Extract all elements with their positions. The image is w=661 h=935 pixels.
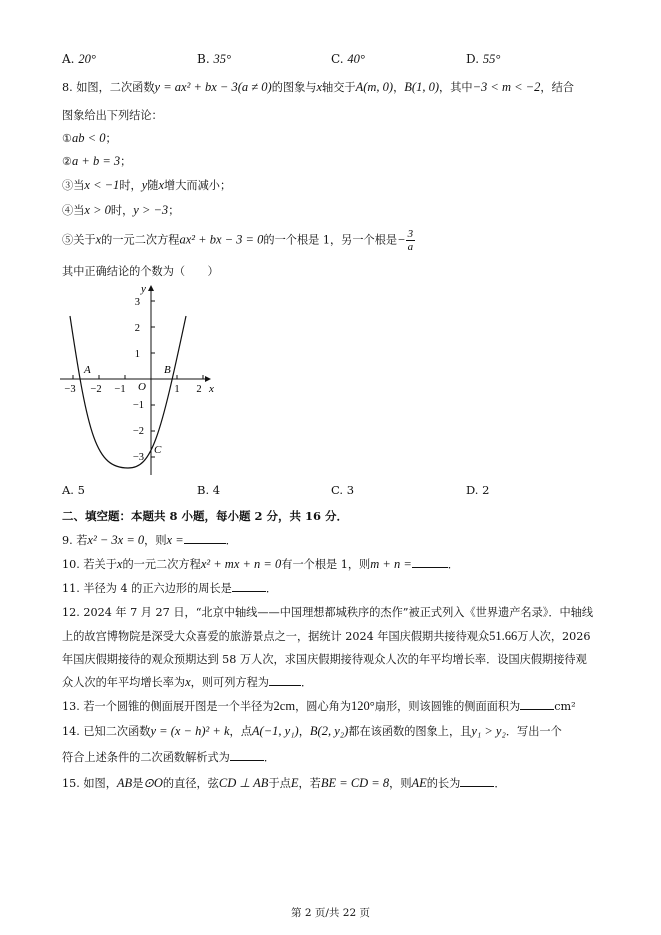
q9-answer-blank[interactable] xyxy=(184,542,226,544)
parabola-curve xyxy=(70,316,186,468)
q8-option-d: D. 2 xyxy=(466,483,490,497)
q12-line4: 众人次的年平均增长率为x，则可列方程为 ． xyxy=(62,675,313,689)
q7-option-d: D. 55° xyxy=(466,52,501,66)
q8-conclusion-1: ①ab < 0； xyxy=(62,131,117,145)
q12-line3: 年国庆假期接待的观众预期达到 58 万人次，求国庆假期接待观众人次的年平均增长率．设国庆假期接待观 xyxy=(62,653,587,666)
point-c-label: C xyxy=(154,444,162,456)
q12-line2: 上的故宫博物院是深受大众喜爱的旅游景点之一，据统计 2024 年国庆假期共接待观众51.66万人次，2026 xyxy=(62,629,591,643)
q8-conclusion-5: ⑤关于x的一元二次方程ax² + bx − 3 = 0的一个根是 1，另一个根是− $\frac{3}{a}$ xyxy=(62,228,414,253)
y-tick-neg3: −3 xyxy=(132,452,144,463)
q9: 9. 若x² − 3x = 0，则x = ． xyxy=(62,533,237,547)
q7-option-c: C. 40° xyxy=(331,52,365,66)
q14-line1: 14. 已知二次函数y = (x − h)² + k，点A(−1, y₁)，B(2, y₂)都在该函数的图象上，且y₁ > y₂．写出一个 xyxy=(62,724,562,738)
point-a-label: A xyxy=(84,364,91,376)
q8-conclusion-2: ②a + b = 3； xyxy=(62,154,132,168)
x-axis-label: x xyxy=(209,383,214,395)
page-footer: 第 2 页/共 22 页 xyxy=(291,907,370,919)
fraction-3-over-a: $\frac{3}{a}$ xyxy=(407,228,414,253)
q8-question: 其中正确结论的个数为（ ） xyxy=(62,265,219,278)
x-tick-1: 1 xyxy=(174,384,180,395)
q8-conclusion-3: ③当x < −1时，y随x增大而减小； xyxy=(62,178,232,192)
q10-answer-blank[interactable] xyxy=(412,566,448,568)
y-axis-label: y xyxy=(141,283,146,295)
q14-answer-blank[interactable] xyxy=(230,759,264,761)
q11: 11. 半径为 4 的正六边形的周长是 ． xyxy=(62,582,278,595)
y-tick-1: 1 xyxy=(134,349,140,360)
q7-option-a: A. 20° xyxy=(62,52,96,66)
section-2-heading: 二、填空题：本题共 8 小题，每小题 2 分，共 16 分． xyxy=(62,509,349,523)
q12-answer-blank[interactable] xyxy=(269,684,301,686)
q8-stem-line2: 图象给出下列结论： xyxy=(62,109,163,122)
q11-answer-blank[interactable] xyxy=(232,590,266,592)
x-tick-neg1: −1 xyxy=(114,384,126,395)
q8-conclusion-4: ④当x > 0时，y > −3； xyxy=(62,203,180,217)
q8-option-a: A. 5 xyxy=(62,483,85,497)
x-tick-2: 2 xyxy=(196,384,202,395)
q7-option-b: B. 35° xyxy=(197,52,231,66)
origin-label: O xyxy=(138,381,146,393)
x-tick-neg2: −2 xyxy=(90,384,102,395)
x-tick-neg3: −3 xyxy=(64,384,76,395)
q15: 15. 如图，AB是⊙O的直径，弦CD ⊥ AB于点E，若BE = CD = 8，则AE的长为 ． xyxy=(62,776,506,790)
point-b-label: B xyxy=(164,364,171,376)
parabola-graph xyxy=(56,280,226,480)
q13-answer-blank[interactable] xyxy=(520,708,554,710)
q8-stem-line1: 8. 如图，二次函数y = ax² + bx − 3(a ≠ 0)的图象与x轴交于A(m, 0)，B(1, 0)，其中−3 < m < −2，结合 xyxy=(62,80,574,94)
q10: 10. 若关于x的一元二次方程x² + mx + n = 0有一个根是 1，则m + n = ． xyxy=(62,557,459,571)
y-tick-neg2: −2 xyxy=(132,426,144,437)
y-tick-2: 2 xyxy=(134,323,140,334)
y-tick-neg1: −1 xyxy=(132,400,144,411)
q8-option-b: B. 4 xyxy=(197,483,221,497)
q12-line1: 12. 2024 年 7 月 27 日，“北京中轴线——中国理想都城秩序的杰作”被正式列入《世界遗产名录》．中轴线 xyxy=(62,606,594,619)
q8-option-c: C. 3 xyxy=(331,483,355,497)
y-tick-3: 3 xyxy=(134,297,140,308)
q13: 13. 若一个圆锥的侧面展开图是一个半径为2cm，圆心角为120°扇形，则该圆锥的侧面面积为 cm² xyxy=(62,699,576,713)
q15-answer-blank[interactable] xyxy=(460,785,494,787)
q14-line2: 符合上述条件的二次函数解析式为 ． xyxy=(62,751,276,764)
